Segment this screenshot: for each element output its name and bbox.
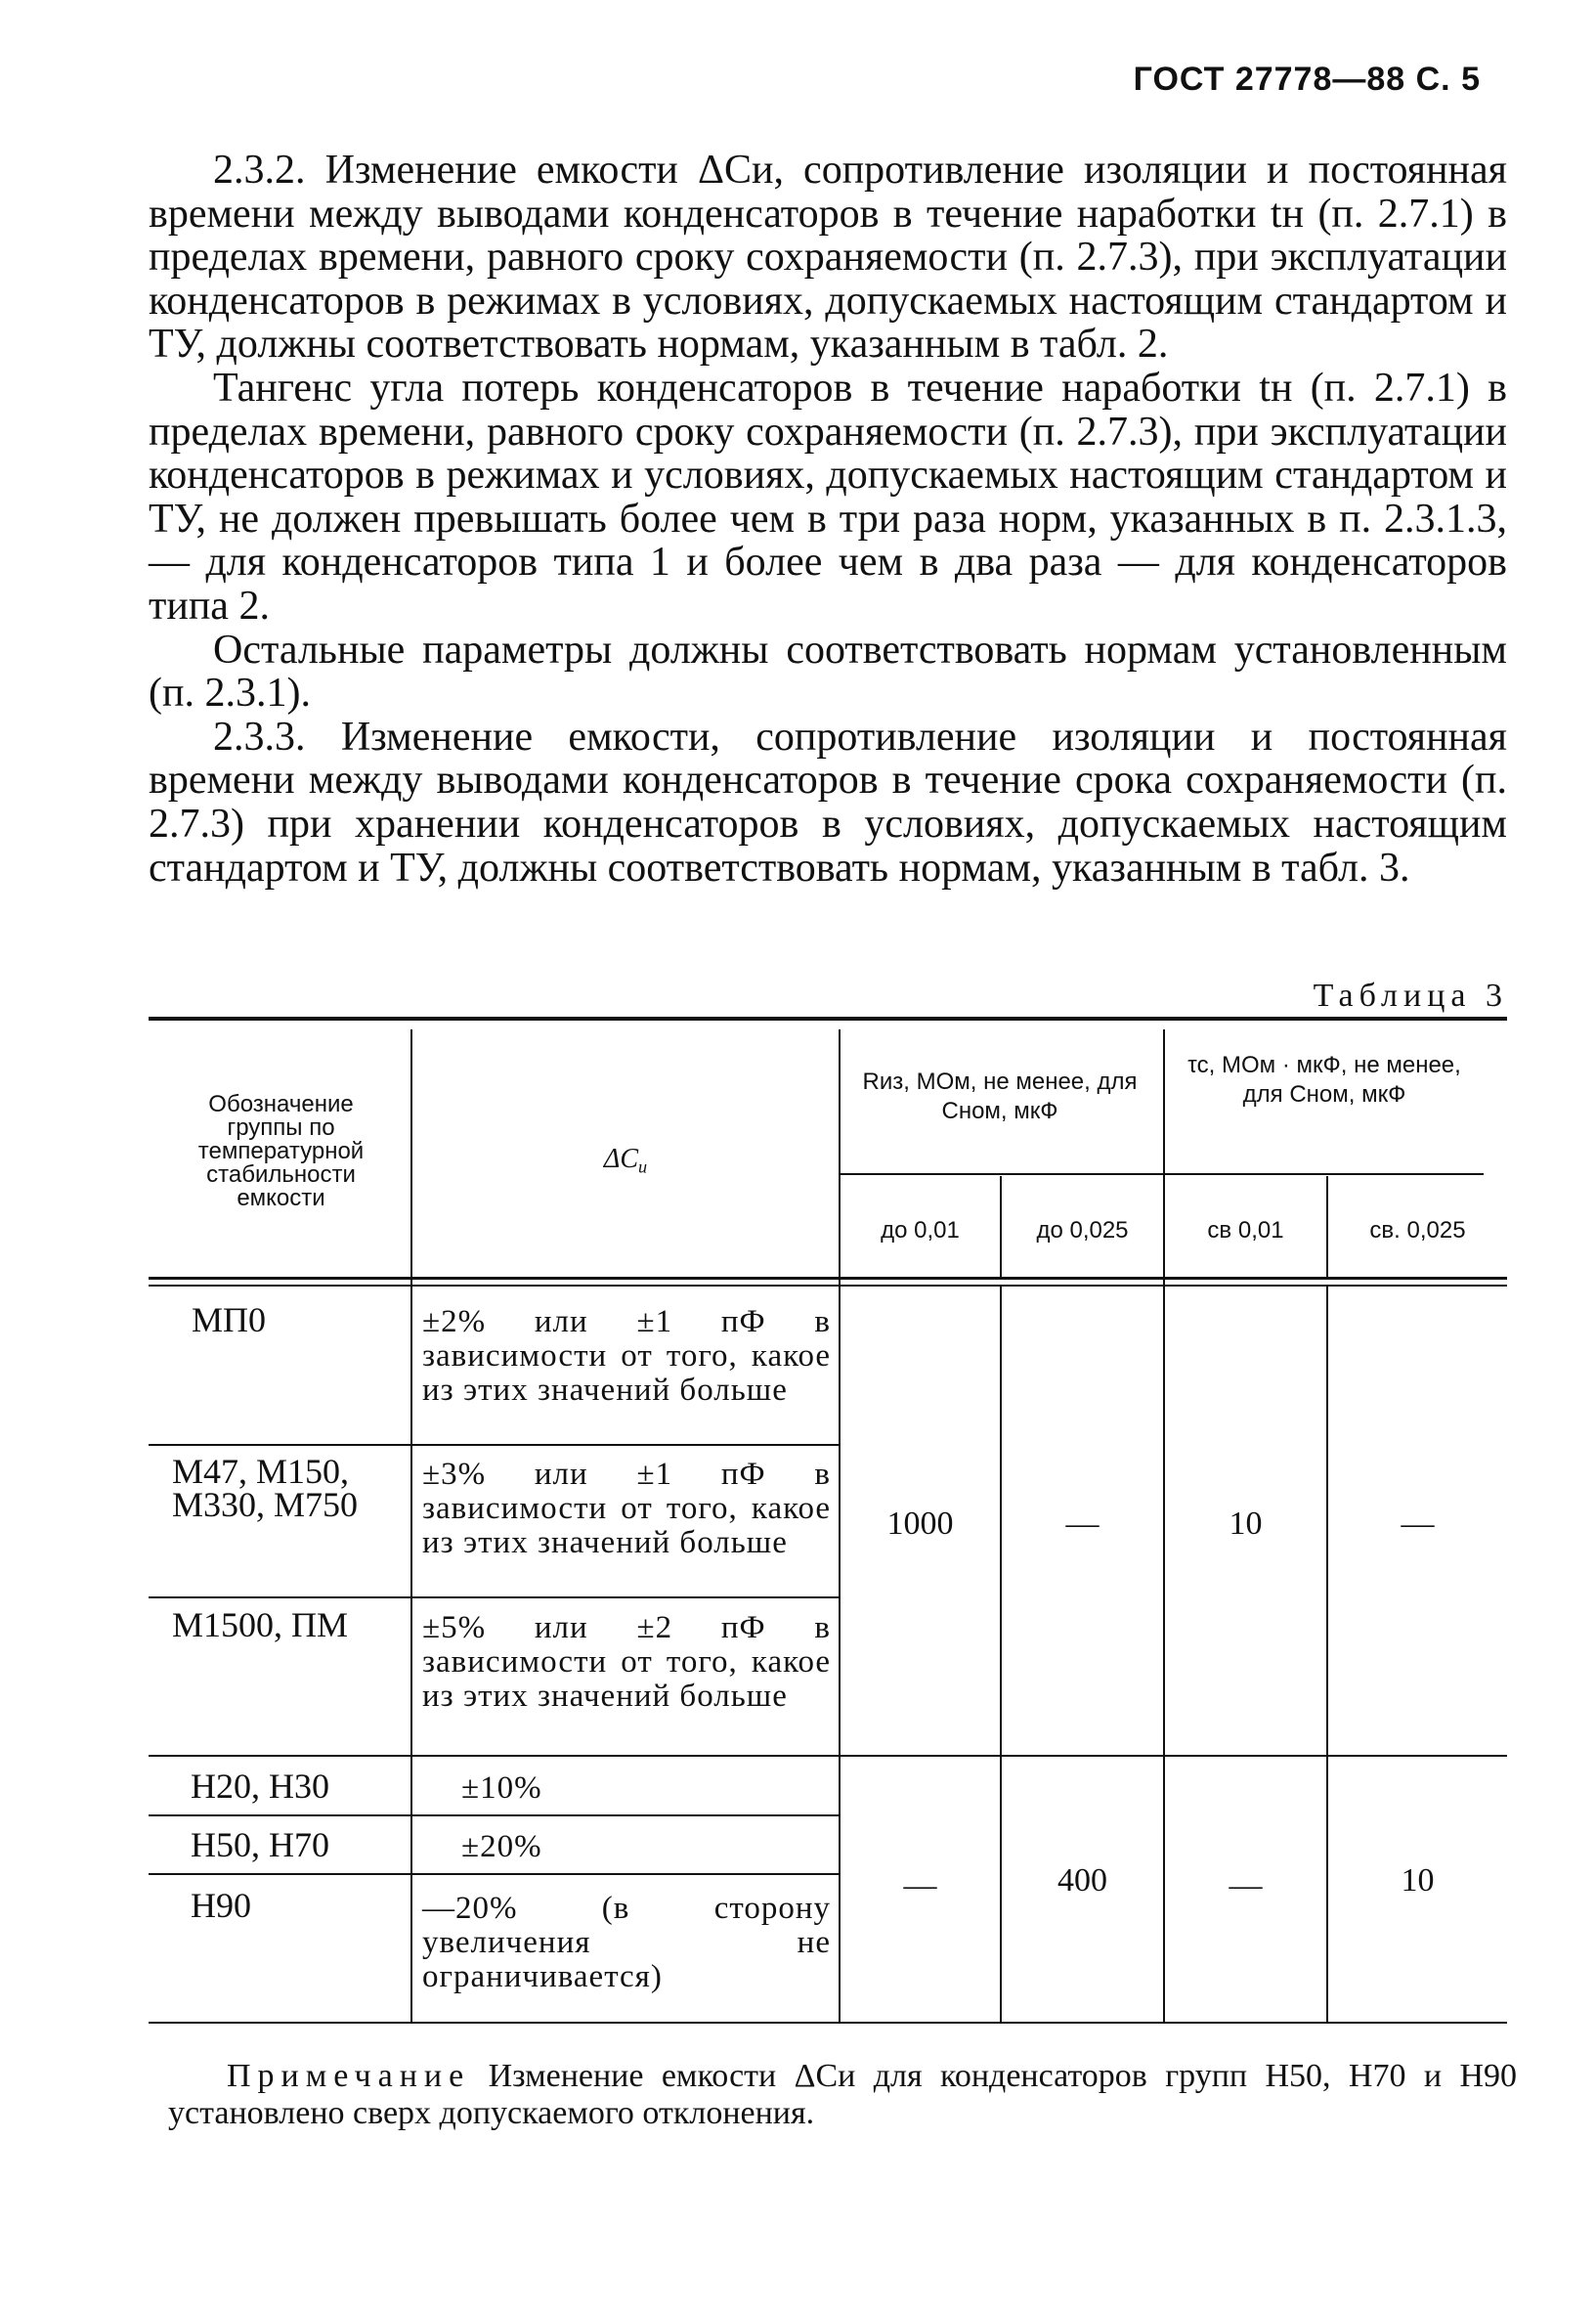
row-rule bbox=[149, 1444, 839, 1446]
header-group: Обозначение группы по температурной стабильности емкости bbox=[197, 1091, 365, 1211]
table-top-rule bbox=[149, 1017, 1507, 1021]
value-cell: 10 bbox=[1229, 1506, 1263, 1542]
group-cell: МП0 bbox=[192, 1300, 267, 1339]
table-bottom-rule bbox=[149, 2022, 1507, 2024]
group-cell: Н20, Н30 bbox=[191, 1767, 329, 1806]
block-rule bbox=[149, 1755, 1507, 1757]
group-cell: М1500, ПМ bbox=[172, 1605, 349, 1644]
body-text bbox=[149, 149, 1507, 890]
header-sub: до 0,01 bbox=[881, 1217, 960, 1244]
delta-cell: ±20% bbox=[461, 1829, 542, 1864]
value-cell: — bbox=[1401, 1506, 1435, 1542]
row-rule bbox=[149, 1596, 839, 1598]
table-head-rule bbox=[149, 1285, 1507, 1287]
header-sub: св 0,01 bbox=[1207, 1217, 1284, 1244]
group-cell: Н90 bbox=[191, 1886, 251, 1925]
header-subrule bbox=[841, 1173, 1163, 1175]
paragraph: Тангенс угла потерь конденсаторов в течение наработки tн (п. 2.7.1) в пределах времени, равного сроку сохраняемости (п. 2.7.3), при эксплуатации конденсаторов в режимах и условиях, допускаемых настоящим стандартом и ТУ, не должен превышать более чем в три раза норм, указанных в п. 2.3.1.3,— для конденсаторов типа 1 и более чем в два раза — для конденсаторов типа 2. bbox=[149, 365, 1507, 629]
table-caption: Таблица 3 bbox=[1313, 978, 1508, 1014]
note-text: Изменение емкости ΔCи для конденсаторов групп Н50, Н70 и Н90 установлено сверх допускаемого отклонения. bbox=[168, 2058, 1517, 2131]
column-divider bbox=[1326, 1287, 1328, 2022]
group-cell: М47, М150, М330, М750 bbox=[172, 1452, 359, 1524]
delta-cell: ±2% или ±1 пФ в зависимости от того, какое из этих значений больше bbox=[422, 1304, 831, 1408]
paragraph: Остальные параметры должны соответствовать нормам установленным (п. 2.3.1). bbox=[149, 627, 1507, 717]
row-rule bbox=[149, 1814, 839, 1816]
delta-cell: ±10% bbox=[461, 1770, 542, 1806]
value-cell: — bbox=[903, 1867, 937, 1903]
paragraph: 2.3.3. Изменение емкости, сопротивление изоляции и постоянная времени между выводами конденсаторов в течение срока сохраняемости (п. 2.7.3) при хранении конденсаторов в условиях, допускаемых настоящим стандартом и ТУ, должны соответствовать нормам, указанным в табл. 3. bbox=[149, 714, 1507, 891]
row-rule bbox=[149, 1873, 839, 1875]
delta-cell: —20% (в сторону увеличения не ограничивается) bbox=[422, 1891, 831, 1994]
header-tau-group: τc, МОм · мкФ, не менее, для Cном, мкФ bbox=[1187, 1052, 1461, 1108]
header-subrule bbox=[1165, 1173, 1484, 1175]
column-divider bbox=[1000, 1287, 1002, 2022]
paragraph: 2.3.2. Изменение емкости ΔCи, сопротивление изоляции и постоянная времени между выводами конденсаторов в течение наработки tн (п. 2.7.1) в пределах времени, равного сроку сохраняемости (п. 2.7.3), при эксплуатации конденсаторов в режимах в условиях, допускаемых настоящим стандартом и ТУ, должны соответствовать нормам, указанным в табл. 2. bbox=[149, 148, 1507, 368]
table-head-rule bbox=[149, 1277, 1507, 1280]
header-delta: $\Delta C_и$ bbox=[603, 1144, 648, 1177]
value-cell: 10 bbox=[1401, 1862, 1435, 1899]
header-sub: до 0,025 bbox=[1036, 1217, 1129, 1244]
value-cell: 1000 bbox=[886, 1506, 954, 1542]
group-cell: Н50, Н70 bbox=[191, 1825, 329, 1864]
value-cell: — bbox=[1229, 1867, 1263, 1903]
header-sub: св. 0,025 bbox=[1369, 1217, 1466, 1244]
table-note bbox=[168, 2058, 1517, 2132]
page-header: ГОСТ 27778—88 С. 5 bbox=[1133, 61, 1481, 98]
delta-cell: ±5% или ±2 пФ в зависимости от того, какое из этих значений больше bbox=[422, 1610, 831, 1714]
value-cell: — bbox=[1065, 1506, 1100, 1542]
note-label: Примечание bbox=[227, 2058, 471, 2094]
value-cell: 400 bbox=[1057, 1862, 1107, 1899]
header-r-group: Rиз, МОм, не менее, для Cном, мкФ bbox=[862, 1069, 1138, 1124]
delta-cell: ±3% или ±1 пФ в зависимости от того, какое из этих значений больше bbox=[422, 1457, 831, 1560]
